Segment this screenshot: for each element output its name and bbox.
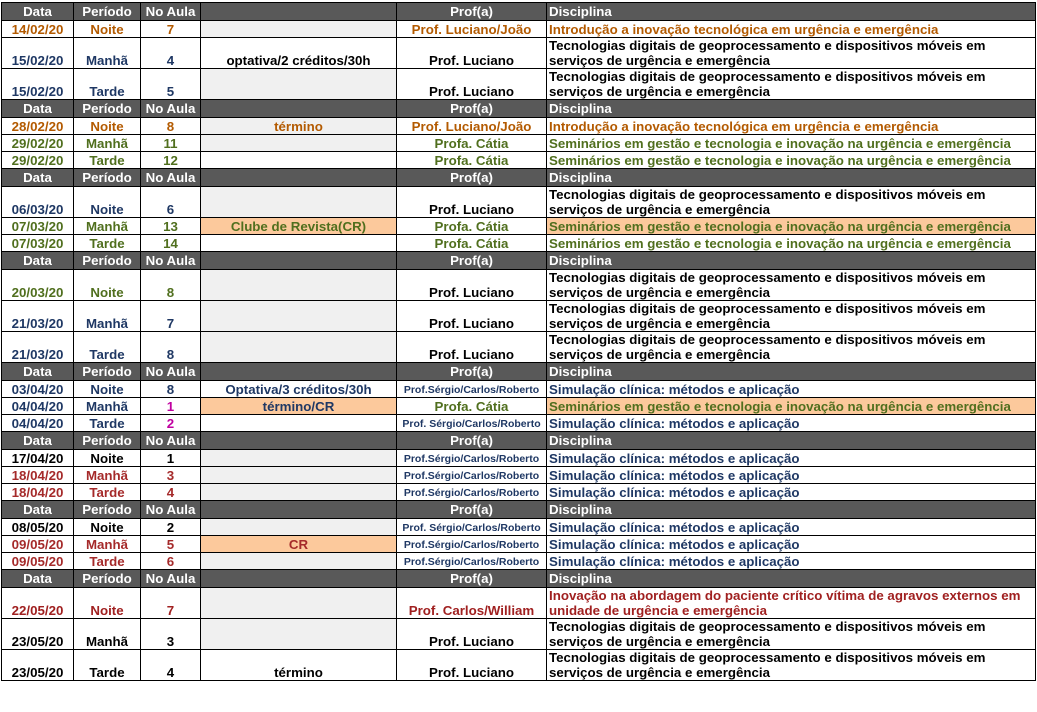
cell-prof: Profa. Cátia [397,218,547,235]
cell-date: 18/04/20 [2,467,74,484]
cell-date: 29/02/20 [2,135,74,152]
header-data: Data [2,3,74,21]
cell-aula: 1 [141,450,201,467]
cell-aula: 3 [141,467,201,484]
cell-periodo: Noite [74,118,141,135]
cell-periodo: Manhã [74,536,141,553]
cell-date: 29/02/20 [2,152,74,169]
table-row [2,650,1036,681]
cell-prof: Prof. Luciano [397,619,547,650]
cell-periodo: Manhã [74,218,141,235]
table-row [2,536,1036,553]
header-aula: No Aula [141,501,201,519]
cell-prof: Prof. Carlos/William [397,588,547,619]
cell-note [201,450,397,467]
cell-note [201,301,397,332]
cell-disciplina: Seminários em gestão e tecnologia e inovação na urgência e emergência [547,398,1036,415]
cell-aula: 7 [141,301,201,332]
cell-aula: 3 [141,619,201,650]
table-row [2,270,1036,301]
header-disciplina: Disciplina [547,252,1036,270]
cell-prof: Profa. Cátia [397,235,547,252]
cell-disciplina: Seminários em gestão e tecnologia e inovação na urgência e emergência [547,152,1036,169]
table-row [2,187,1036,218]
header-disciplina: Disciplina [547,363,1036,381]
table-row [2,553,1036,570]
cell-disciplina: Introdução a inovação tecnológica em urgência e emergência [547,118,1036,135]
cell-date: 18/04/20 [2,484,74,501]
cell-disciplina: Introdução a inovação tecnológica em urgência e emergência [547,21,1036,38]
header-periodo: Período [74,501,141,519]
header-aula: No Aula [141,363,201,381]
header-prof: Prof(a) [397,432,547,450]
header-periodo: Período [74,3,141,21]
cell-disciplina: Simulação clínica: métodos e aplicação [547,536,1036,553]
cell-disciplina: Simulação clínica: métodos e aplicação [547,484,1036,501]
cell-note: término/CR [201,398,397,415]
header-aula: No Aula [141,432,201,450]
header-prof: Prof(a) [397,169,547,187]
table-row [2,135,1036,152]
cell-note [201,619,397,650]
cell-note [201,270,397,301]
header-row [2,432,1036,450]
header-aula: No Aula [141,100,201,118]
cell-note: Clube de Revista(CR) [201,218,397,235]
cell-prof: Prof.Sérgio/Carlos/Roberto [397,536,547,553]
table-row [2,398,1036,415]
table-row [2,69,1036,100]
cell-aula: 4 [141,484,201,501]
cell-prof: Prof. Sérgio/Carlos/Roberto [397,415,547,432]
cell-date: 04/04/20 [2,398,74,415]
cell-prof: Prof. Luciano [397,270,547,301]
cell-prof: Prof. Luciano [397,301,547,332]
header-row [2,570,1036,588]
cell-disciplina: Simulação clínica: métodos e aplicação [547,415,1036,432]
header-row [2,3,1036,21]
header-disciplina: Disciplina [547,3,1036,21]
header-periodo: Período [74,363,141,381]
header-note [201,432,397,450]
header-data: Data [2,169,74,187]
cell-prof: Prof. Luciano [397,69,547,100]
cell-disciplina: Tecnologias digitais de geoprocessamento e dispositivos móveis em serviços de urgência e emergência [547,301,1036,332]
cell-date: 07/03/20 [2,218,74,235]
cell-periodo: Tarde [74,553,141,570]
cell-aula: 13 [141,218,201,235]
cell-disciplina: Simulação clínica: métodos e aplicação [547,519,1036,536]
cell-disciplina: Simulação clínica: métodos e aplicação [547,467,1036,484]
cell-aula: 7 [141,21,201,38]
cell-aula: 4 [141,38,201,69]
header-prof: Prof(a) [397,100,547,118]
cell-disciplina: Seminários em gestão e tecnologia e inovação na urgência e emergência [547,218,1036,235]
table-row [2,588,1036,619]
header-row [2,169,1036,187]
header-note [201,363,397,381]
cell-periodo: Tarde [74,69,141,100]
cell-prof: Profa. Cátia [397,398,547,415]
cell-periodo: Noite [74,588,141,619]
cell-prof: Prof.Sérgio/Carlos/Roberto [397,553,547,570]
cell-note [201,484,397,501]
cell-aula: 7 [141,588,201,619]
cell-date: 09/05/20 [2,536,74,553]
header-data: Data [2,501,74,519]
header-row [2,501,1036,519]
cell-date: 28/02/20 [2,118,74,135]
cell-prof: Profa. Cátia [397,135,547,152]
cell-date: 23/05/20 [2,650,74,681]
header-periodo: Período [74,169,141,187]
cell-periodo: Manhã [74,467,141,484]
header-prof: Prof(a) [397,252,547,270]
cell-periodo: Tarde [74,332,141,363]
cell-disciplina: Inovação na abordagem do paciente crítico vítima de agravos externos em unidade de urgência e emergência [547,588,1036,619]
header-aula: No Aula [141,252,201,270]
cell-note [201,467,397,484]
cell-periodo: Noite [74,519,141,536]
cell-periodo: Tarde [74,415,141,432]
header-row [2,252,1036,270]
header-data: Data [2,100,74,118]
cell-periodo: Manhã [74,38,141,69]
table-row [2,235,1036,252]
header-note [201,570,397,588]
cell-note [201,187,397,218]
cell-periodo: Tarde [74,650,141,681]
table-row [2,467,1036,484]
cell-disciplina: Tecnologias digitais de geoprocessamento e dispositivos móveis em serviços de urgência e emergência [547,69,1036,100]
cell-aula: 4 [141,650,201,681]
cell-prof: Prof.Sérgio/Carlos/Roberto [397,381,547,398]
cell-note [201,332,397,363]
header-row [2,363,1036,381]
cell-prof: Prof.Sérgio/Carlos/Roberto [397,450,547,467]
cell-note: Optativa/3 créditos/30h [201,381,397,398]
cell-date: 08/05/20 [2,519,74,536]
cell-prof: Prof.Sérgio/Carlos/Roberto [397,484,547,501]
table-row [2,415,1036,432]
cell-periodo: Tarde [74,152,141,169]
cell-note [201,135,397,152]
header-aula: No Aula [141,169,201,187]
cell-aula: 8 [141,381,201,398]
cell-aula: 6 [141,553,201,570]
cell-periodo: Tarde [74,484,141,501]
cell-prof: Profa. Cátia [397,152,547,169]
cell-disciplina: Tecnologias digitais de geoprocessamento e dispositivos móveis em serviços de urgência e emergência [547,270,1036,301]
header-prof: Prof(a) [397,501,547,519]
table-row [2,381,1036,398]
cell-note [201,21,397,38]
cell-prof: Prof. Luciano/João [397,21,547,38]
cell-note [201,69,397,100]
cell-prof: Prof. Sérgio/Carlos/Roberto [397,519,547,536]
cell-disciplina: Simulação clínica: métodos e aplicação [547,381,1036,398]
cell-prof: Prof. Luciano [397,650,547,681]
header-disciplina: Disciplina [547,501,1036,519]
cell-prof: Prof. Luciano [397,38,547,69]
header-prof: Prof(a) [397,363,547,381]
table-row [2,450,1036,467]
header-note [201,501,397,519]
table-row [2,619,1036,650]
table-row [2,519,1036,536]
cell-date: 21/03/20 [2,332,74,363]
header-disciplina: Disciplina [547,432,1036,450]
header-disciplina: Disciplina [547,100,1036,118]
cell-disciplina: Tecnologias digitais de geoprocessamento e dispositivos móveis em serviços de urgência e emergência [547,619,1036,650]
cell-periodo: Manhã [74,301,141,332]
table-row [2,484,1036,501]
table-row [2,118,1036,135]
cell-periodo: Tarde [74,235,141,252]
cell-aula: 8 [141,270,201,301]
cell-date: 21/03/20 [2,301,74,332]
table-row [2,38,1036,69]
header-disciplina: Disciplina [547,570,1036,588]
header-note [201,252,397,270]
cell-note [201,415,397,432]
header-row [2,100,1036,118]
cell-aula: 12 [141,152,201,169]
cell-date: 03/04/20 [2,381,74,398]
schedule-table [1,2,1036,681]
cell-periodo: Noite [74,270,141,301]
cell-note [201,519,397,536]
table-row [2,332,1036,363]
cell-date: 14/02/20 [2,21,74,38]
table-row [2,218,1036,235]
cell-note: CR [201,536,397,553]
cell-note [201,235,397,252]
cell-aula: 1 [141,398,201,415]
cell-disciplina: Tecnologias digitais de geoprocessamento e dispositivos móveis em serviços de urgência e emergência [547,650,1036,681]
cell-disciplina: Tecnologias digitais de geoprocessamento e dispositivos móveis em serviços de urgência e emergência [547,332,1036,363]
cell-aula: 11 [141,135,201,152]
cell-aula: 5 [141,536,201,553]
table-row [2,21,1036,38]
cell-periodo: Manhã [74,135,141,152]
cell-note: término [201,650,397,681]
cell-aula: 2 [141,415,201,432]
cell-prof: Prof. Luciano/João [397,118,547,135]
cell-periodo: Noite [74,187,141,218]
cell-date: 15/02/20 [2,38,74,69]
header-prof: Prof(a) [397,3,547,21]
cell-aula: 8 [141,332,201,363]
cell-note: término [201,118,397,135]
header-prof: Prof(a) [397,570,547,588]
table-row [2,301,1036,332]
cell-disciplina: Tecnologias digitais de geoprocessamento e dispositivos móveis em serviços de urgência e emergência [547,187,1036,218]
header-periodo: Período [74,432,141,450]
cell-date: 09/05/20 [2,553,74,570]
cell-date: 15/02/20 [2,69,74,100]
cell-periodo: Manhã [74,398,141,415]
cell-note [201,152,397,169]
cell-note [201,553,397,570]
header-data: Data [2,432,74,450]
header-note [201,169,397,187]
cell-note [201,588,397,619]
cell-aula: 6 [141,187,201,218]
cell-aula: 2 [141,519,201,536]
header-note [201,3,397,21]
cell-aula: 8 [141,118,201,135]
cell-aula: 14 [141,235,201,252]
header-aula: No Aula [141,3,201,21]
cell-periodo: Manhã [74,619,141,650]
cell-date: 04/04/20 [2,415,74,432]
header-data: Data [2,252,74,270]
header-data: Data [2,363,74,381]
cell-disciplina: Seminários em gestão e tecnologia e inovação na urgência e emergência [547,235,1036,252]
cell-date: 22/05/20 [2,588,74,619]
cell-prof: Prof. Luciano [397,187,547,218]
cell-periodo: Noite [74,450,141,467]
cell-prof: Prof.Sérgio/Carlos/Roberto [397,467,547,484]
cell-periodo: Noite [74,21,141,38]
cell-date: 20/03/20 [2,270,74,301]
header-periodo: Período [74,252,141,270]
table-row [2,152,1036,169]
cell-note: optativa/2 créditos/30h [201,38,397,69]
cell-date: 07/03/20 [2,235,74,252]
header-periodo: Período [74,100,141,118]
cell-date: 17/04/20 [2,450,74,467]
header-note [201,100,397,118]
header-periodo: Período [74,570,141,588]
cell-aula: 5 [141,69,201,100]
header-aula: No Aula [141,570,201,588]
cell-prof: Prof. Luciano [397,332,547,363]
cell-disciplina: Simulação clínica: métodos e aplicação [547,450,1036,467]
cell-disciplina: Tecnologias digitais de geoprocessamento e dispositivos móveis em serviços de urgência e emergência [547,38,1036,69]
header-disciplina: Disciplina [547,169,1036,187]
cell-disciplina: Simulação clínica: métodos e aplicação [547,553,1036,570]
schedule-body [2,3,1036,681]
cell-date: 23/05/20 [2,619,74,650]
header-data: Data [2,570,74,588]
cell-periodo: Noite [74,381,141,398]
cell-disciplina: Seminários em gestão e tecnologia e inovação na urgência e emergência [547,135,1036,152]
cell-date: 06/03/20 [2,187,74,218]
